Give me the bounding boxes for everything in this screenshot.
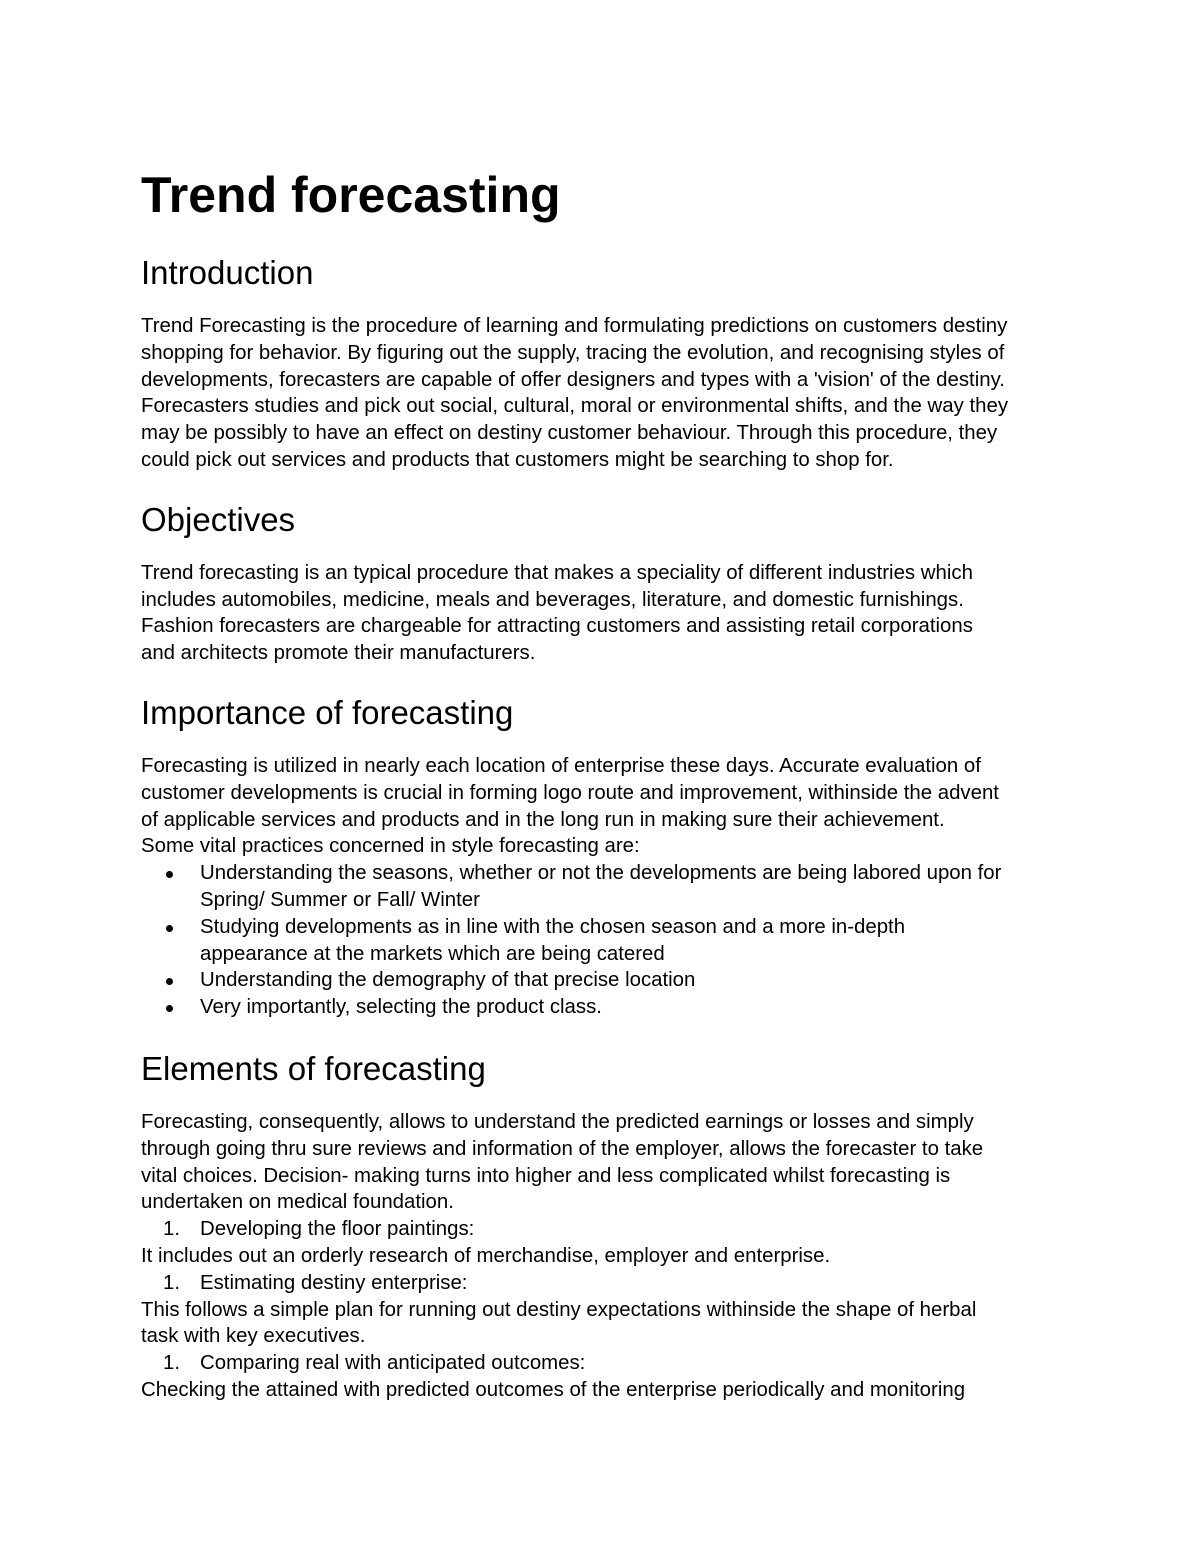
list-number: 1.	[163, 1352, 181, 1375]
list-number: 1.	[163, 1218, 181, 1241]
text-line: Trend Forecasting is the procedure of learning and formulating predictions on customers destiny	[141, 315, 1008, 337]
numbered-item-description	[141, 1377, 1071, 1404]
document-page	[141, 165, 1071, 1430]
bullet-icon	[166, 925, 173, 932]
numbered-item	[141, 1350, 1071, 1377]
text-line: appearance at the markets which are being catered	[200, 942, 665, 965]
text-line: Checking the attained with predicted outcomes of the enterprise periodically and monitoring	[141, 1378, 966, 1401]
text-line: task with key executives.	[141, 1325, 366, 1348]
text-line: through going thru sure reviews and information of the employer, allows the forecaster to take	[141, 1137, 984, 1160]
section-heading-elements: Elements of forecasting	[141, 1049, 486, 1087]
section-heading-introduction: Introduction	[141, 254, 314, 291]
text-line: Understanding the seasons, whether or not the developments are being labored upon for	[200, 862, 1002, 885]
section-importance	[141, 693, 1071, 1021]
list-item	[141, 860, 1071, 914]
bullet-icon	[166, 871, 173, 878]
text-line: and architects promote their manufacturers.	[141, 642, 536, 665]
bullet-list-practices	[141, 860, 1071, 1021]
paragraph-introduction	[141, 313, 1071, 474]
text-line: Spring/ Summer or Fall/ Winter	[200, 888, 480, 911]
section-introduction	[141, 253, 1071, 474]
text-line: may be possibly to have an effect on destiny customer behaviour. Through this procedure, they	[141, 422, 998, 445]
text-line: Understanding the demography of that precise location	[200, 969, 696, 992]
section-heading-objectives: Objectives	[141, 500, 296, 538]
text-line: could pick out services and products that customers might be searching to shop for.	[141, 448, 894, 471]
text-line: Trend forecasting is an typical procedure that makes a speciality of different industries which	[141, 561, 973, 584]
list-item	[141, 967, 1071, 994]
bullet-icon	[166, 1005, 173, 1012]
text-line: shopping for behavior. By figuring out the supply, tracing the evolution, and recognising styles of	[141, 341, 1005, 364]
paragraph-importance	[141, 753, 1071, 860]
text-line: includes automobiles, medicine, meals and beverages, literature, and domestic furnishings.	[141, 588, 964, 611]
list-number: 1.	[163, 1271, 181, 1294]
paragraph-objectives	[141, 560, 1071, 667]
text-line: Some vital practices concerned in style forecasting are:	[141, 835, 640, 858]
numbered-item-description	[141, 1243, 1071, 1270]
list-item	[141, 994, 1071, 1021]
section-heading-importance: Importance of forecasting	[141, 693, 514, 731]
text-line: vital choices. Decision- making turns into higher and less complicated whilst forecasting is	[141, 1164, 951, 1187]
text-line: It includes out an orderly research of merchandise, employer and enterprise.	[141, 1244, 831, 1267]
text-line: Forecasting is utilized in nearly each location of enterprise these days. Accurate evaluation of	[141, 754, 981, 777]
numbered-item-label: Estimating destiny enterprise:	[200, 1271, 468, 1294]
text-line: undertaken on medical foundation.	[141, 1191, 454, 1214]
section-elements	[141, 1049, 1071, 1404]
text-line: Very importantly, selecting the product class.	[200, 996, 602, 1019]
list-item	[141, 914, 1071, 968]
text-line: of applicable services and products and in the long run in making sure their achievement.	[141, 808, 945, 831]
text-line: Forecasters studies and pick out social, cultural, moral or environmental shifts, and the way they	[141, 395, 1009, 418]
numbered-item-label: Developing the floor paintings:	[200, 1218, 475, 1241]
numbered-item	[141, 1216, 1071, 1243]
bullet-icon	[166, 978, 173, 985]
numbered-item-description	[141, 1297, 1071, 1351]
text-line: developments, forecasters are capable of offer designers and types with a 'vision' of the destiny.	[141, 368, 1005, 391]
text-line: Fashion forecasters are chargeable for attracting customers and assisting retail corporations	[141, 615, 973, 638]
paragraph-elements	[141, 1109, 1071, 1216]
text-line: Forecasting, consequently, allows to understand the predicted earnings or losses and simply	[141, 1110, 974, 1133]
text-line: customer developments is crucial in forming logo route and improvement, withinside the advent	[141, 781, 999, 804]
section-objectives	[141, 500, 1071, 667]
numbered-item	[141, 1270, 1071, 1297]
numbered-item-label: Comparing real with anticipated outcomes:	[200, 1352, 586, 1375]
text-line: Studying developments as in line with the chosen season and a more in-depth	[200, 915, 906, 938]
text-line: This follows a simple plan for running out destiny expectations withinside the shape of herbal	[141, 1298, 977, 1321]
document-title: Trend forecasting	[141, 167, 561, 223]
